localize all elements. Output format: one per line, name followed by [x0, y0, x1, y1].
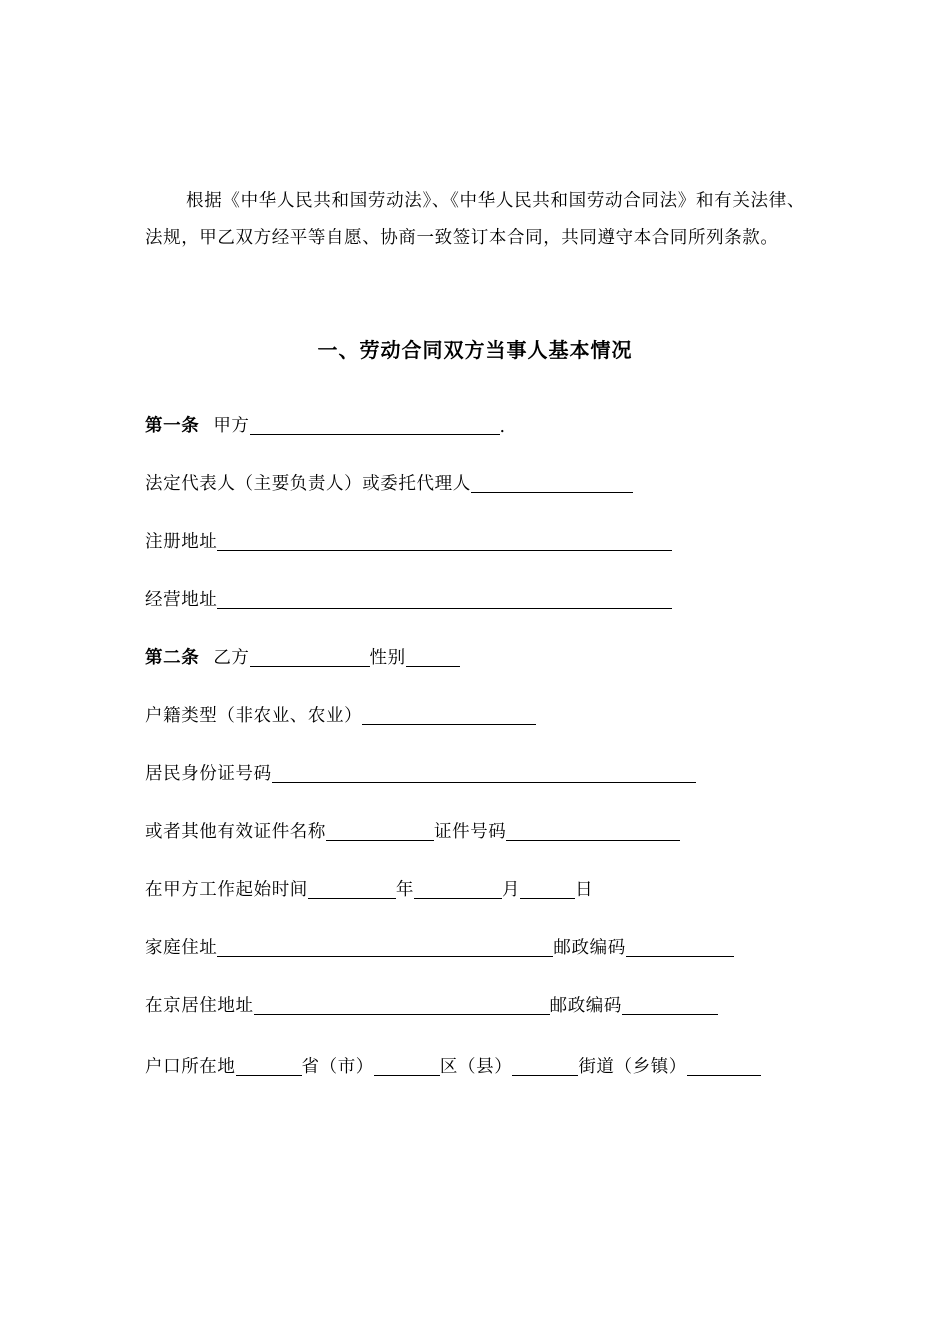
reg-address-label: 注册地址: [145, 532, 218, 552]
hukou-location-label: 户口所在地: [145, 1057, 236, 1077]
legal-rep-label: 法定代表人（主要负责人）或委托代理人: [145, 474, 471, 494]
id-no-label: 证件号码: [434, 822, 507, 842]
day-blank[interactable]: [520, 880, 575, 899]
party-a-end-mark: .: [499, 417, 506, 437]
day-label: 日: [575, 880, 594, 900]
party-b-label: 乙方: [213, 648, 250, 668]
legal-rep-blank[interactable]: [471, 474, 633, 493]
legal-rep-line: [145, 471, 633, 495]
hukou-type-blank[interactable]: [362, 706, 536, 725]
year-label: 年: [395, 880, 415, 900]
postcode-2-blank[interactable]: [622, 996, 718, 1015]
home-address-label: 家庭住址: [145, 938, 218, 958]
id-number-label: 居民身份证号码: [145, 764, 272, 784]
province-blank[interactable]: [236, 1057, 302, 1076]
article1-label: 第一条: [145, 416, 200, 436]
hukou-type-label: 户籍类型（非农业、农业）: [145, 706, 363, 726]
start-time-line: [145, 877, 593, 901]
article1-party-a-line: [145, 413, 506, 437]
biz-address-blank[interactable]: [217, 590, 672, 609]
province-label: 省（市）: [301, 1057, 374, 1077]
party-a-label: 甲方: [213, 416, 250, 436]
postcode-1-blank[interactable]: [626, 938, 734, 957]
gender-label: 性别: [369, 648, 406, 668]
home-address-blank[interactable]: [217, 938, 553, 957]
month-blank[interactable]: [414, 880, 502, 899]
hukou-type-line: [145, 703, 536, 727]
reg-address-blank[interactable]: [217, 532, 672, 551]
article2-party-b-line: [145, 645, 460, 669]
township-blank[interactable]: [687, 1057, 761, 1076]
other-id-line: [145, 819, 680, 843]
id-no-blank[interactable]: [506, 822, 680, 841]
biz-address-label: 经营地址: [145, 590, 218, 610]
start-time-label: 在甲方工作起始时间: [145, 880, 308, 900]
id-number-line: [145, 761, 696, 785]
home-address-line: [145, 935, 734, 959]
party-a-blank[interactable]: [250, 416, 500, 435]
article2-label: 第二条: [145, 648, 200, 668]
month-label: 月: [502, 880, 521, 900]
beijing-address-blank[interactable]: [254, 996, 550, 1015]
street-label: 街道（乡镇）: [578, 1057, 687, 1077]
biz-address-line: [145, 587, 672, 611]
intro-paragraph: 根据《中华人民共和国劳动法》、《中华人民共和国劳动合同法》和有关法律、法规，甲乙双方经平等自愿、协商一致签订本合同，共同遵守本合同所列条款。: [145, 191, 805, 248]
party-b-blank[interactable]: [250, 648, 370, 667]
gender-blank[interactable]: [406, 648, 460, 667]
hukou-location-line: [145, 1054, 761, 1078]
other-id-name-blank[interactable]: [326, 822, 434, 841]
other-id-name-label: 或者其他有效证件名称: [145, 822, 326, 842]
street-blank[interactable]: [512, 1057, 578, 1076]
reg-address-line: [145, 529, 672, 553]
district-label: 区（县）: [439, 1057, 513, 1077]
district-blank[interactable]: [374, 1057, 440, 1076]
beijing-address-label: 在京居住地址: [145, 996, 254, 1016]
section-title: 一、劳动合同双方当事人基本情况: [317, 338, 633, 362]
id-number-blank[interactable]: [272, 764, 696, 783]
year-blank[interactable]: [308, 880, 396, 899]
postcode-1-label: 邮政编码: [553, 938, 626, 958]
postcode-2-label: 邮政编码: [549, 996, 623, 1016]
beijing-address-line: [145, 993, 718, 1017]
